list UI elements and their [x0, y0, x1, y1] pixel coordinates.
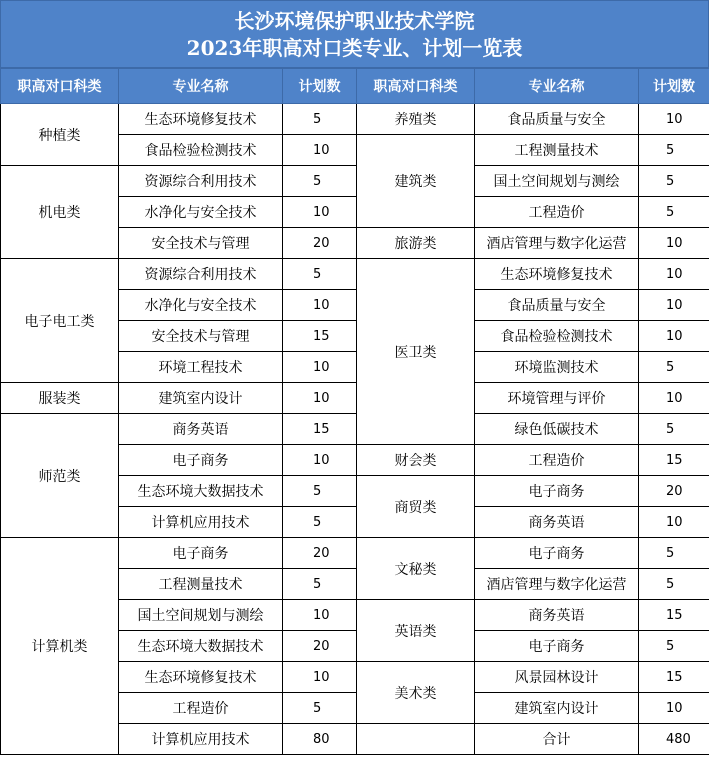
major-cell: 商务英语	[475, 507, 639, 538]
count-cell: 20	[639, 476, 709, 507]
total-spacer-cell	[357, 724, 475, 755]
major-cell: 风景园林设计	[475, 662, 639, 693]
category-cell: 种植类	[1, 104, 119, 166]
count-cell: 10	[639, 104, 709, 135]
major-cell: 建筑室内设计	[119, 383, 283, 414]
count-cell: 5	[639, 538, 709, 569]
count-cell: 10	[639, 228, 709, 259]
count-cell: 10	[283, 352, 357, 383]
count-cell: 20	[283, 538, 357, 569]
major-cell: 绿色低碳技术	[475, 414, 639, 445]
title-school: 长沙环境保护职业技术学院	[234, 9, 475, 33]
category-cell: 服装类	[1, 383, 119, 414]
major-cell: 安全技术与管理	[119, 228, 283, 259]
count-cell: 15	[283, 414, 357, 445]
count-cell: 10	[283, 197, 357, 228]
table-row	[1, 538, 709, 569]
table-row	[1, 104, 709, 135]
count-cell: 10	[639, 259, 709, 290]
major-cell: 生态环境修复技术	[475, 259, 639, 290]
count-cell: 5	[639, 414, 709, 445]
major-cell: 酒店管理与数字化运营	[475, 569, 639, 600]
count-cell: 5	[283, 104, 357, 135]
major-cell: 计算机应用技术	[119, 507, 283, 538]
major-cell: 水净化与安全技术	[119, 290, 283, 321]
header-major-left: 专业名称	[119, 69, 283, 104]
count-cell: 5	[283, 693, 357, 724]
count-cell: 20	[283, 228, 357, 259]
table-title	[0, 0, 709, 68]
count-cell: 5	[283, 476, 357, 507]
count-cell: 5	[639, 166, 709, 197]
major-cell: 电子商务	[119, 445, 283, 476]
major-cell: 工程测量技术	[475, 135, 639, 166]
major-cell: 商务英语	[475, 600, 639, 631]
major-cell: 资源综合利用技术	[119, 166, 283, 197]
major-cell: 环境管理与评价	[475, 383, 639, 414]
major-cell: 水净化与安全技术	[119, 197, 283, 228]
count-cell: 20	[283, 631, 357, 662]
major-cell: 生态环境大数据技术	[119, 476, 283, 507]
major-cell: 计算机应用技术	[119, 724, 283, 755]
category-cell: 美术类	[357, 662, 475, 724]
count-cell: 5	[639, 631, 709, 662]
major-cell: 食品质量与安全	[475, 290, 639, 321]
table-row	[1, 259, 709, 290]
category-cell: 师范类	[1, 414, 119, 538]
count-cell: 15	[283, 321, 357, 352]
category-cell: 建筑类	[357, 135, 475, 228]
count-cell: 15	[639, 662, 709, 693]
category-cell: 计算机类	[1, 538, 119, 755]
count-cell: 10	[639, 321, 709, 352]
major-cell: 安全技术与管理	[119, 321, 283, 352]
major-cell: 建筑室内设计	[475, 693, 639, 724]
major-cell: 电子商务	[119, 538, 283, 569]
header-count-left: 计划数	[283, 69, 357, 104]
table-row	[1, 414, 709, 445]
header-count-right: 计划数	[639, 69, 709, 104]
total-count: 480	[639, 724, 709, 755]
total-label: 合计	[475, 724, 639, 755]
category-cell: 商贸类	[357, 476, 475, 538]
count-cell: 10	[639, 693, 709, 724]
major-cell: 生态环境大数据技术	[119, 631, 283, 662]
count-cell: 5	[639, 352, 709, 383]
count-cell: 10	[283, 290, 357, 321]
category-cell: 电子电工类	[1, 259, 119, 383]
count-cell: 80	[283, 724, 357, 755]
category-cell: 养殖类	[357, 104, 475, 135]
count-cell: 5	[639, 569, 709, 600]
count-cell: 15	[639, 445, 709, 476]
count-cell: 5	[283, 507, 357, 538]
header-category-left: 职高对口科类	[1, 69, 119, 104]
header-row	[1, 69, 709, 104]
count-cell: 10	[283, 600, 357, 631]
category-cell: 旅游类	[357, 228, 475, 259]
count-cell: 10	[639, 383, 709, 414]
count-cell: 10	[639, 290, 709, 321]
count-cell: 10	[283, 662, 357, 693]
major-cell: 工程造价	[475, 445, 639, 476]
count-cell: 15	[639, 600, 709, 631]
major-cell: 酒店管理与数字化运营	[475, 228, 639, 259]
major-cell: 资源综合利用技术	[119, 259, 283, 290]
count-cell: 10	[639, 507, 709, 538]
header-major-right: 专业名称	[475, 69, 639, 104]
category-cell: 机电类	[1, 166, 119, 259]
major-cell: 国土空间规划与测绘	[119, 600, 283, 631]
major-cell: 工程测量技术	[119, 569, 283, 600]
category-cell: 文秘类	[357, 538, 475, 600]
category-cell: 财会类	[357, 445, 475, 476]
count-cell: 10	[283, 135, 357, 166]
count-cell: 10	[283, 383, 357, 414]
header-category-right: 职高对口科类	[357, 69, 475, 104]
major-cell: 食品质量与安全	[475, 104, 639, 135]
major-cell: 工程造价	[475, 197, 639, 228]
major-cell: 电子商务	[475, 631, 639, 662]
major-cell: 生态环境修复技术	[119, 662, 283, 693]
major-cell: 食品检验检测技术	[475, 321, 639, 352]
major-cell: 商务英语	[119, 414, 283, 445]
major-cell: 环境工程技术	[119, 352, 283, 383]
major-cell: 国土空间规划与测绘	[475, 166, 639, 197]
count-cell: 5	[639, 197, 709, 228]
major-cell: 电子商务	[475, 476, 639, 507]
table-row	[1, 166, 709, 197]
major-cell: 环境监测技术	[475, 352, 639, 383]
major-cell: 电子商务	[475, 538, 639, 569]
major-cell: 生态环境修复技术	[119, 104, 283, 135]
title-subtitle: 2023年职高对口类专业、计划一览表	[186, 36, 523, 60]
major-cell: 食品检验检测技术	[119, 135, 283, 166]
count-cell: 5	[283, 569, 357, 600]
major-cell: 工程造价	[119, 693, 283, 724]
count-cell: 5	[639, 135, 709, 166]
category-cell: 医卫类	[357, 259, 475, 445]
plan-table	[0, 68, 709, 755]
count-cell: 10	[283, 445, 357, 476]
table-row	[1, 383, 709, 414]
count-cell: 5	[283, 166, 357, 197]
count-cell: 5	[283, 259, 357, 290]
category-cell: 英语类	[357, 600, 475, 662]
